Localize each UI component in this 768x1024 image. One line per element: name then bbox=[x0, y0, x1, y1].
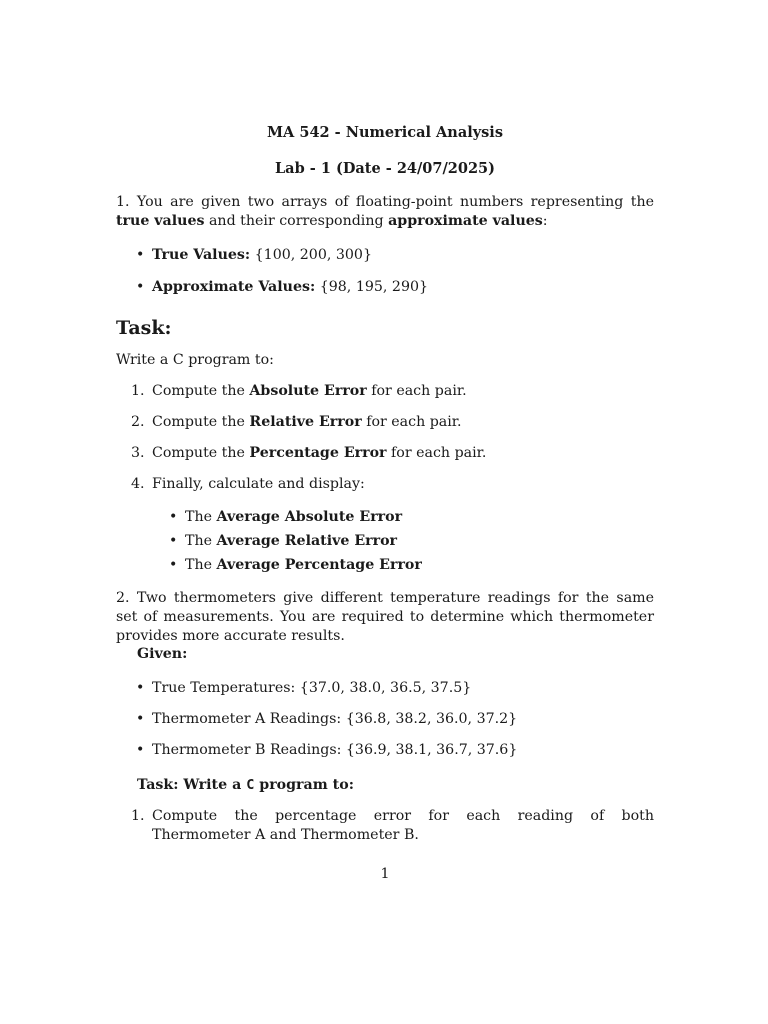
step-text: Compute the bbox=[152, 383, 250, 399]
task-code: C bbox=[246, 777, 255, 793]
q1-intro-true-values: true values bbox=[116, 213, 205, 229]
list-item bbox=[116, 444, 654, 463]
item-label: Approximate Values: bbox=[152, 279, 316, 295]
q2-steps-list bbox=[116, 807, 654, 845]
list-item bbox=[116, 508, 654, 527]
task-prefix: Task: Write a bbox=[137, 777, 247, 793]
item-label: True Values: bbox=[152, 247, 251, 263]
step-text: Compute the percentage error for each reading of both Thermometer A and Thermometer B. bbox=[152, 808, 654, 843]
q1-intro-approx-values: approximate values bbox=[388, 213, 543, 229]
list-item bbox=[116, 475, 654, 494]
q1-steps-list bbox=[116, 382, 654, 494]
list-item bbox=[116, 246, 654, 265]
course-title: MA 542 - Numerical Analysis bbox=[267, 124, 503, 141]
q1-intro-mid: and their corresponding bbox=[204, 213, 389, 229]
step-number: 3. bbox=[131, 445, 145, 461]
list-item bbox=[116, 413, 654, 432]
document-page bbox=[116, 0, 654, 1024]
item-prefix: The bbox=[185, 509, 217, 525]
question-2-intro: 2. Two thermometers give different temperature readings for the same set of measurements. You are required to determine which thermometer provides more accurate results. bbox=[116, 590, 654, 644]
item-bold: Average Percentage Error bbox=[216, 557, 422, 573]
step-text: Compute the bbox=[152, 414, 250, 430]
list-item: • Thermometer B Readings: {36.9, 38.1, 36.7, 37.6} bbox=[116, 741, 654, 760]
step-suffix: for each pair. bbox=[361, 414, 462, 430]
q2-task-heading bbox=[137, 776, 537, 795]
step-number: 4. bbox=[131, 476, 145, 492]
question-1-intro bbox=[116, 193, 654, 231]
q1-intro-prefix: 1. You are given two arrays of floating-point numbers representing the bbox=[116, 194, 654, 210]
task-heading: Task: bbox=[116, 317, 172, 339]
step-bold: Relative Error bbox=[249, 414, 362, 430]
list-item bbox=[116, 278, 654, 297]
item-value: {98, 195, 290} bbox=[315, 279, 429, 295]
lab-title: Lab - 1 (Date - 24/07/2025) bbox=[274, 160, 495, 177]
page-number: 1 bbox=[380, 866, 390, 882]
step-number: 1. bbox=[131, 808, 145, 824]
step-number: 2. bbox=[131, 414, 145, 430]
q1-values-list bbox=[116, 246, 654, 297]
list-item bbox=[116, 807, 654, 845]
item-bold: Average Absolute Error bbox=[216, 509, 403, 525]
item-prefix: The bbox=[185, 533, 217, 549]
list-item: • True Temperatures: {37.0, 38.0, 36.5, 37.5} bbox=[116, 679, 654, 698]
step-text: Finally, calculate and display: bbox=[152, 476, 365, 492]
list-item bbox=[116, 532, 654, 551]
item-value: {100, 200, 300} bbox=[250, 247, 372, 263]
list-item: • Thermometer A Readings: {36.8, 38.2, 36.0, 37.2} bbox=[116, 710, 654, 729]
task-suffix: program to: bbox=[254, 777, 354, 793]
list-item bbox=[116, 382, 654, 401]
given-label: Given: bbox=[137, 646, 188, 662]
step-suffix: for each pair. bbox=[366, 383, 467, 399]
step-suffix: for each pair. bbox=[386, 445, 487, 461]
task-intro: Write a C program to: bbox=[116, 352, 274, 368]
item-bold: Average Relative Error bbox=[216, 533, 398, 549]
q2-given-list bbox=[116, 679, 654, 760]
item-prefix: The bbox=[185, 557, 217, 573]
step-bold: Percentage Error bbox=[249, 445, 387, 461]
step-text: Compute the bbox=[152, 445, 250, 461]
q1-averages-list bbox=[116, 508, 654, 575]
q1-intro-suffix: : bbox=[542, 213, 548, 229]
list-item bbox=[116, 556, 654, 575]
step-number: 1. bbox=[131, 383, 145, 399]
step-bold: Absolute Error bbox=[249, 383, 367, 399]
